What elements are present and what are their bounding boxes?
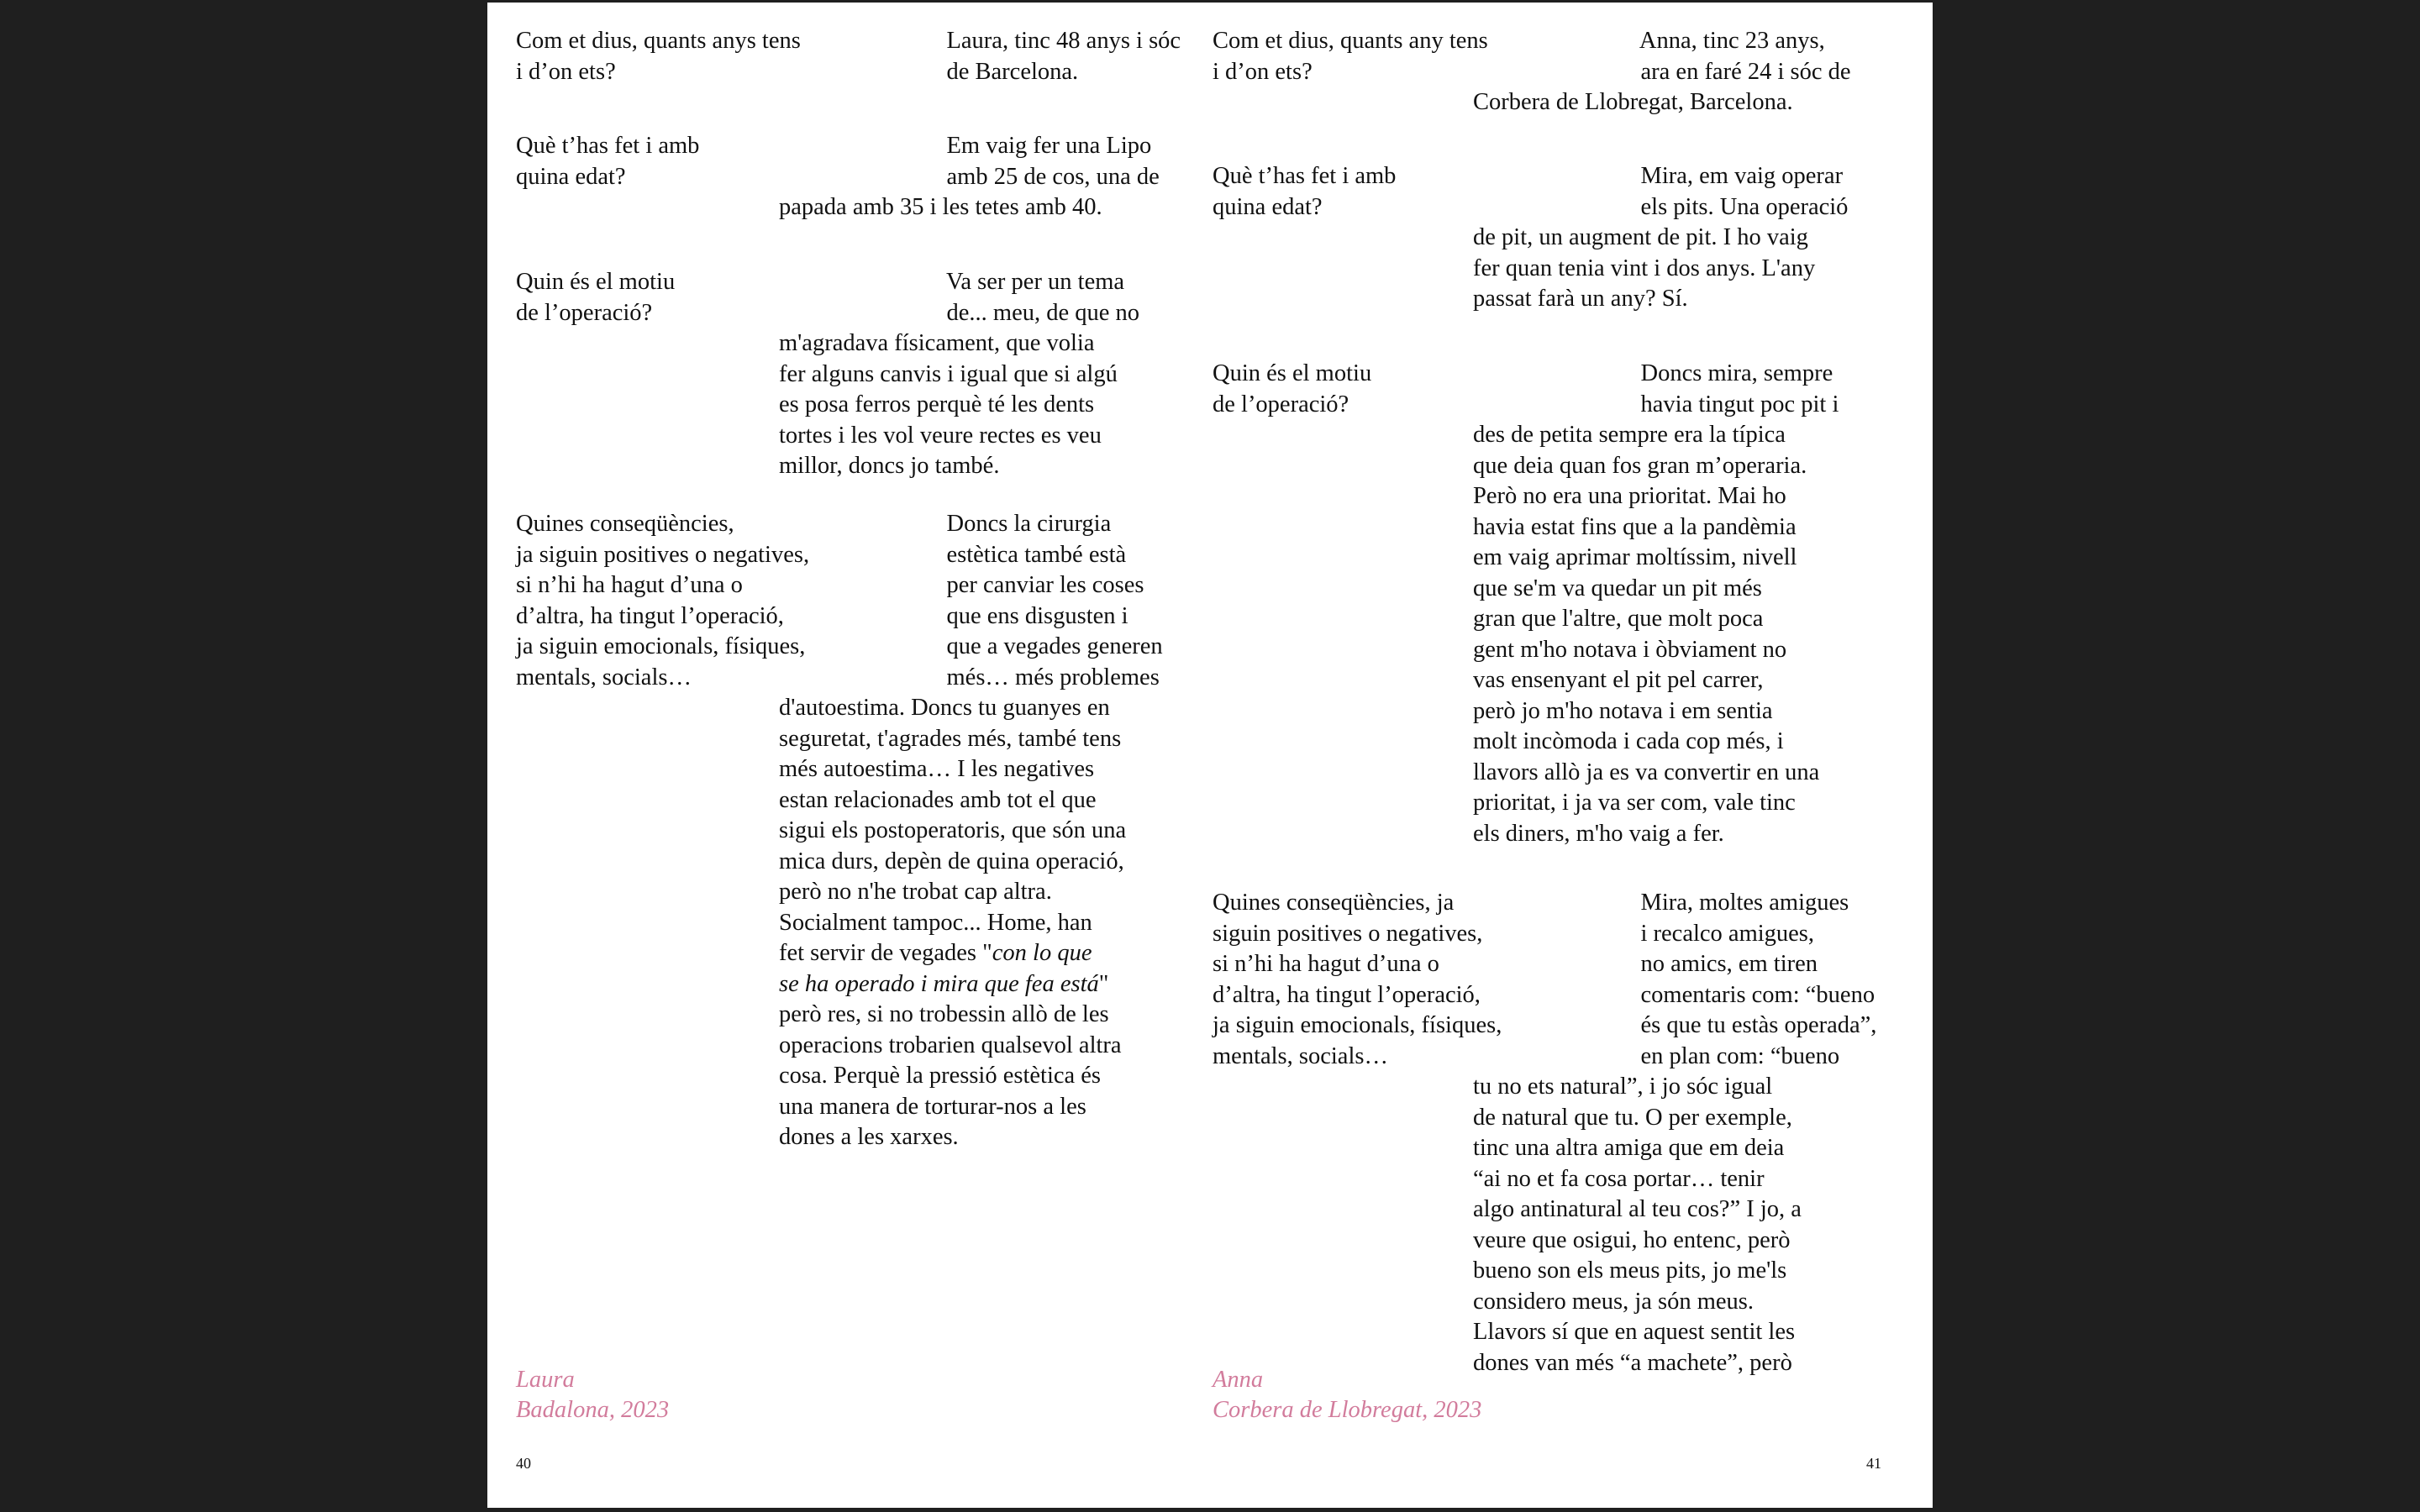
answer-consequences-part-1: Doncs la cirurgia estètica també està per canviar les coses que ens disgusten i que a vegades generen més… més problemes d'autoestima. Doncs tu guanyes en seguretat, t'agrades més, també tens més autoestima… I les negatives estan relacionades amb tot el que sigui els postoperatoris, que són una mica durs, depèn de quina operació, però no n'he trobat cap altra. Socialment tampoc... Home, han fet servir de vegades " bbox=[779, 511, 1163, 966]
answer-name-age-origin: Laura, tinc 48 anys i sóc de Barcelona. bbox=[946, 28, 1181, 85]
answer-consequences: Mira, moltes amigues i recalco amigues, no amics, em tiren comentaris com: “bueno és que tu estàs operada”, en plan com: “bueno tu no ets natural”, i jo sóc igual de natural que tu. O per exemple, tinc una altra amiga que em deia “ai no et fa cosa portar… tenir algo antinatural al teu cos?” I jo, a veure que osigui, ho entenc, però bueno son els meus pits, jo me'ls considero meus, ja són meus. Llavors sí que en aquest sentit les dones van més “a machete”, però bbox=[1473, 890, 1877, 1376]
answer-procedure-age: Mira, em vaig operar els pits. Una operació de pit, un augment de pit. I ho vaig fer quan tenia vint i dos anys. L'any passat farà un any? Sí. bbox=[1473, 163, 1849, 312]
signature-name: Laura bbox=[516, 1367, 575, 1393]
question-procedure-age: Què t’has fet i amb quina edat? bbox=[516, 133, 700, 190]
question-reason: Quin és el motiu de l’operació? bbox=[516, 269, 676, 326]
answer-reason: Doncs mira, sempre havia tingut poc pit i des de petita sempre era la típica que deia quan fos gran m’operaria. Però no era una prioritat. Mai ho havia estat fins que a la pandèmia em vaig aprimar moltíssim, nivell que se'm va quedar un pit més gran que l'altre, que molt poca gent m'ho notava i òbviament no vas ensenyant el pit pel carrer, però jo m'ho notava i em sentia molt incòmoda i cada cop més, i llavors allò ja es va convertir en una prioritat, i ja va ser com, vale tinc els diners, m'ho vaig a fer. bbox=[1473, 360, 1839, 847]
left-page bbox=[487, 3, 1210, 1508]
question-procedure-age: Què t’has fet i amb quina edat? bbox=[1213, 163, 1397, 220]
answer-procedure-age: Em vaig fer una Lipo amb 25 de cos, una de papada amb 35 i les tetes amb 40. bbox=[779, 133, 1160, 220]
answer-consequences-part-2: " però res, si no trobessin allò de les operacions trobarien qualsevol altra cosa. Perquè la pressió estètica és una manera de torturar-nos a les dones a les xarxes. bbox=[779, 970, 1122, 1150]
question-consequences: Quines conseqüències, ja siguin positives o negatives, si n’hi ha hagut d’una o d’altra, ha tingut l’operació, ja siguin emocionals, físiques, mentals, socials… bbox=[516, 511, 810, 690]
page-number: 41 bbox=[1866, 1455, 1881, 1472]
answer-consequences-quote: con lo que se ha operado i mira que fea está bbox=[779, 940, 1099, 997]
signature-name: Anna bbox=[1213, 1367, 1264, 1393]
answer-consequences bbox=[779, 509, 1163, 1153]
question-name-age-origin: Com et dius, quants any tens i d’on ets? bbox=[1213, 28, 1488, 85]
signature-place: Corbera de Llobregat, 2023 bbox=[1213, 1397, 1482, 1423]
book-spread bbox=[487, 3, 1933, 1508]
right-page bbox=[1210, 3, 1933, 1508]
answer-reason: Va ser per un tema de... meu, de que no m'agradava físicament, que volia fer alguns canvis i igual que si algú es posa ferros perquè té les dents tortes i les vol veure rectes es veu millor, doncs jo també. bbox=[779, 269, 1140, 479]
signature-place: Badalona, 2023 bbox=[516, 1397, 670, 1423]
question-reason: Quin és el motiu de l’operació? bbox=[1213, 360, 1372, 417]
page-number: 40 bbox=[516, 1455, 531, 1472]
answer-name-age-origin: Anna, tinc 23 anys, ara en faré 24 i sóc de Corbera de Llobregat, Barcelona. bbox=[1473, 28, 1851, 115]
question-name-age-origin: Com et dius, quants anys tens i d’on ets? bbox=[516, 28, 801, 85]
question-consequences: Quines conseqüències, ja siguin positives o negatives, si n’hi ha hagut d’una o d’altra, ha tingut l’operació, ja siguin emocionals, físiques, mentals, socials… bbox=[1213, 890, 1502, 1069]
